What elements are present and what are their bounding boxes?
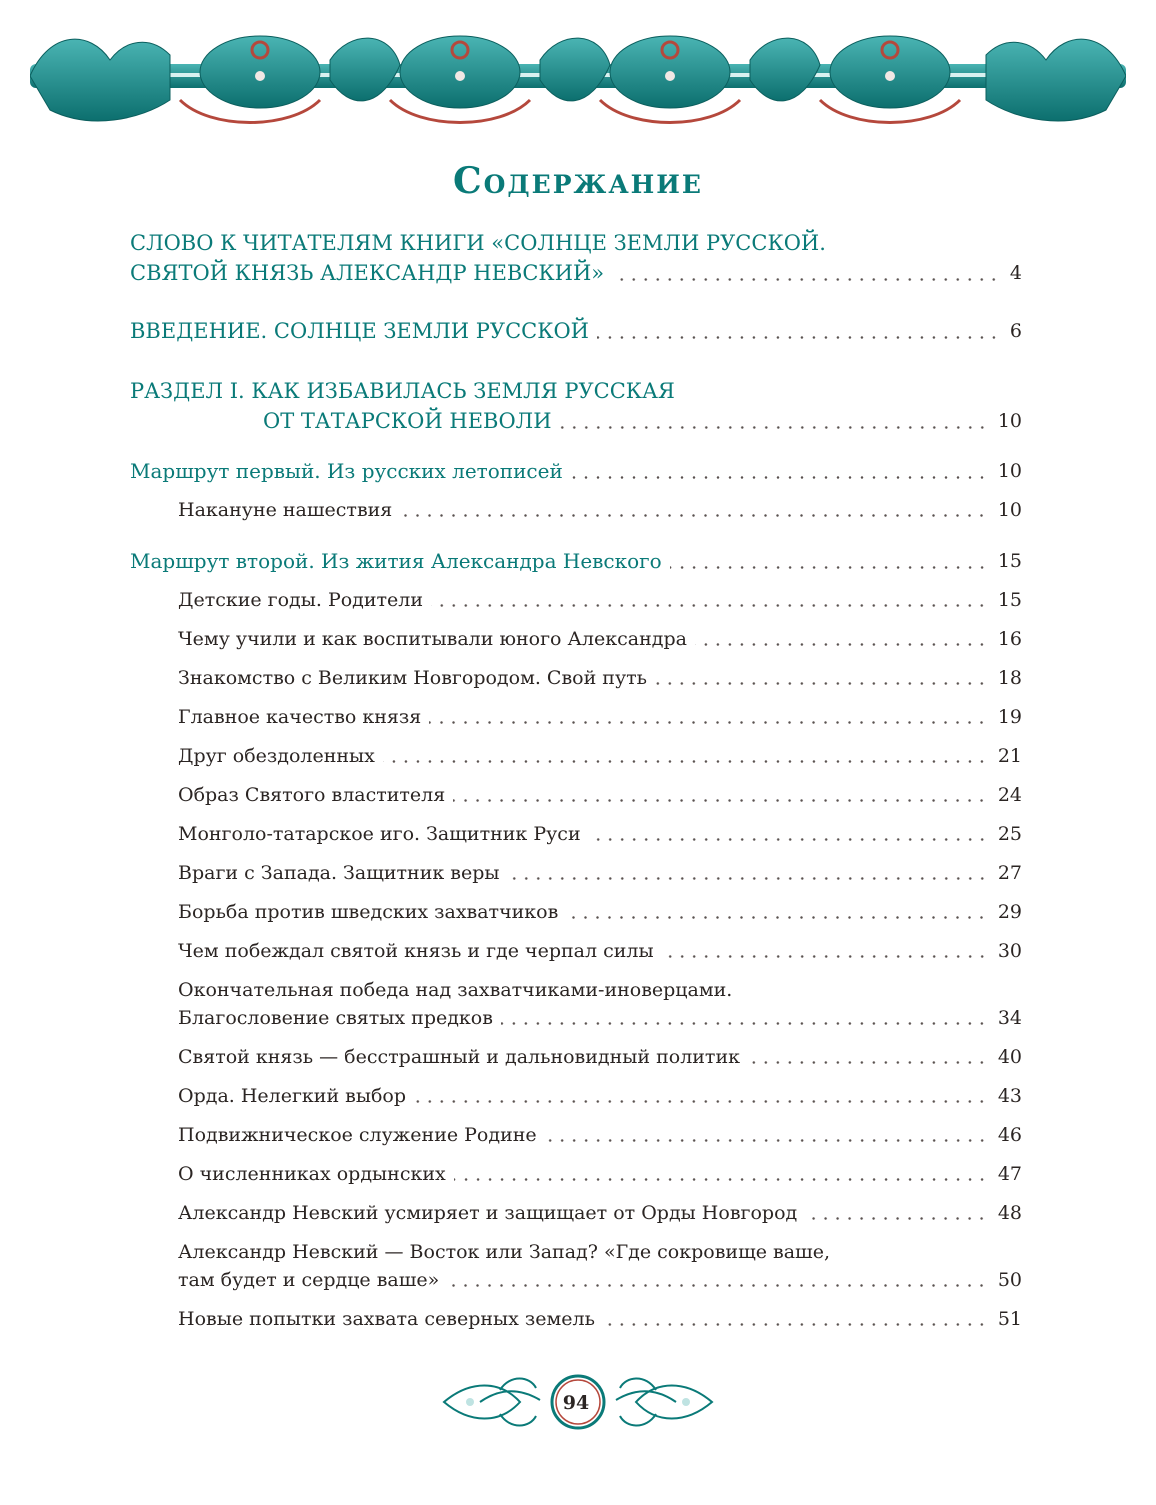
toc-entry-title: Подвижническое служение Родине	[178, 1124, 537, 1146]
toc-entry-title: Новые попытки захвата северных земель	[178, 1308, 595, 1330]
dot-leader	[453, 799, 988, 802]
dot-leader	[589, 838, 988, 841]
toc-entry-item[interactable]	[130, 1160, 1022, 1188]
toc-page-number: 16	[997, 628, 1022, 650]
toc-page-number: 51	[997, 1308, 1022, 1330]
toc-entry-line1: РАЗДЕЛ I. КАК ИЗБАВИЛАСЬ ЗЕМЛЯ РУССКАЯ	[130, 379, 675, 403]
toc-page-number: 15	[997, 550, 1022, 572]
dot-leader	[501, 1022, 988, 1025]
toc-entry-title: Накануне нашествия	[178, 499, 393, 521]
toc-entry-item[interactable]	[130, 1199, 1022, 1227]
toc-entry-title: Монголо-татарское иго. Защитник Руси	[178, 823, 581, 845]
toc-entry-item[interactable]	[130, 742, 1022, 770]
toc-entry-item[interactable]	[130, 496, 1022, 524]
toc-entry-title: Святой князь — бесстрашный и дальновидный политик	[178, 1046, 740, 1068]
toc-entry-title: ОТ ТАТАРСКОЙ НЕВОЛИ	[263, 409, 552, 433]
page-title: Содержание	[453, 160, 703, 202]
toc-entry-item[interactable]	[130, 664, 1022, 692]
dot-leader	[571, 476, 988, 479]
toc-page-number: 43	[997, 1085, 1022, 1107]
toc-page-number: 25	[997, 823, 1022, 845]
toc-entry-line1: Александр Невский — Восток или Запад? «Где сокровище ваше,	[178, 1241, 830, 1263]
toc-page-number: 10	[997, 499, 1022, 521]
dot-leader	[695, 643, 988, 646]
toc-entry-foreword[interactable]	[130, 228, 1022, 288]
toc-page-number: 6	[1009, 320, 1022, 342]
top-ornament-banner	[30, 20, 1126, 138]
toc-entry-item[interactable]	[130, 820, 1022, 848]
toc-entry-line1: Окончательная победа над захватчиками-иноверцами.	[178, 979, 733, 1001]
toc-entry-item[interactable]	[130, 937, 1022, 965]
toc-page-number: 21	[997, 745, 1022, 767]
toc-entry-introduction[interactable]	[130, 316, 1022, 346]
toc-entry-item[interactable]	[130, 586, 1022, 614]
toc-entry-title: Благословение святых предков	[178, 1007, 493, 1029]
toc-entry-item[interactable]	[130, 1043, 1022, 1071]
toc-page-number: 48	[997, 1202, 1022, 1224]
toc-page-number: 29	[997, 901, 1022, 923]
dot-leader	[662, 955, 988, 958]
toc-entry-title: Знакомство с Великим Новгородом. Свой путь	[178, 667, 647, 689]
toc-entry-item[interactable]	[130, 625, 1022, 653]
toc-entry-item[interactable]	[130, 781, 1022, 809]
toc-page-number: 4	[1009, 262, 1022, 284]
toc-page-number: 34	[997, 1007, 1022, 1029]
dot-leader	[560, 426, 988, 429]
toc-page-number: 19	[997, 706, 1022, 728]
toc-page-number: 10	[997, 460, 1022, 482]
toc-entry-item[interactable]	[130, 703, 1022, 731]
dot-leader	[612, 278, 1000, 281]
toc-page-number: 10	[997, 410, 1022, 432]
toc-page-number: 50	[997, 1269, 1022, 1291]
toc-page-number: 15	[997, 589, 1022, 611]
dot-leader	[670, 566, 988, 569]
toc-entry-section-1[interactable]	[130, 376, 1022, 436]
toc-entry-title: Александр Невский усмиряет и защищает от Орды Новгород	[178, 1202, 798, 1224]
toc-entry-item[interactable]	[130, 1305, 1022, 1333]
dot-leader	[545, 1139, 988, 1142]
toc-page-number: 40	[997, 1046, 1022, 1068]
dot-leader	[603, 1323, 988, 1326]
toc-entry-route-2[interactable]	[130, 546, 1022, 576]
toc-entry-title: ВВЕДЕНИЕ. СОЛНЦЕ ЗЕМЛИ РУССКОЙ	[130, 319, 589, 343]
table-of-contents	[130, 228, 1022, 1333]
toc-page-number: 24	[997, 784, 1022, 806]
toc-entry-title: О численниках ордынских	[178, 1163, 446, 1185]
toc-entry-item[interactable]	[130, 976, 1022, 1032]
toc-entry-line1: СЛОВО К ЧИТАТЕЛЯМ КНИГИ «СОЛНЦЕ ЗЕМЛИ РУССКОЙ.	[130, 231, 826, 255]
dot-leader	[400, 514, 988, 517]
toc-entry-item[interactable]	[130, 1082, 1022, 1110]
dot-leader	[454, 1178, 988, 1181]
toc-entry-title: Маршрут первый. Из русских летописей	[130, 459, 563, 483]
toc-page-number: 27	[997, 862, 1022, 884]
dot-leader	[566, 916, 988, 919]
toc-entry-title: Образ Святого властителя	[178, 784, 446, 806]
page-number: 94	[562, 1392, 590, 1414]
toc-page-number: 47	[997, 1163, 1022, 1185]
dot-leader	[429, 721, 988, 724]
dot-leader	[508, 877, 988, 880]
dot-leader	[414, 1100, 988, 1103]
dot-leader	[805, 1217, 988, 1220]
toc-entry-title: Борьба против шведских захватчиков	[178, 901, 559, 923]
dot-leader	[431, 604, 988, 607]
dot-leader	[655, 682, 988, 685]
toc-entry-item[interactable]	[130, 898, 1022, 926]
toc-entry-item[interactable]	[130, 1121, 1022, 1149]
toc-entry-title: Детские годы. Родители	[178, 589, 424, 611]
toc-entry-title: Главное качество князя	[178, 706, 422, 728]
toc-entry-item[interactable]	[130, 859, 1022, 887]
dot-leader	[597, 336, 1000, 339]
toc-entry-title: Враги с Запада. Защитник веры	[178, 862, 500, 884]
toc-entry-route-1[interactable]	[130, 456, 1022, 486]
toc-entry-title: Орда. Нелегкий выбор	[178, 1085, 407, 1107]
toc-entry-title: Друг обездоленных	[178, 745, 375, 767]
toc-page-number: 18	[997, 667, 1022, 689]
toc-entry-title: Чему учили и как воспитывали юного Александра	[178, 628, 687, 650]
toc-entry-title: СВЯТОЙ КНЯЗЬ АЛЕКСАНДР НЕВСКИЙ»	[130, 261, 605, 285]
dot-leader	[383, 760, 988, 763]
dot-leader	[748, 1061, 988, 1064]
toc-entry-item[interactable]	[130, 1238, 1022, 1294]
dot-leader	[447, 1284, 988, 1287]
toc-entry-title: Чем побеждал святой князь и где черпал силы	[178, 940, 654, 962]
toc-page-number: 30	[997, 940, 1022, 962]
toc-entry-title: там будет и сердце ваше»	[178, 1269, 440, 1291]
toc-page-number: 46	[997, 1124, 1022, 1146]
toc-entry-title: Маршрут второй. Из жития Александра Невского	[130, 549, 662, 573]
